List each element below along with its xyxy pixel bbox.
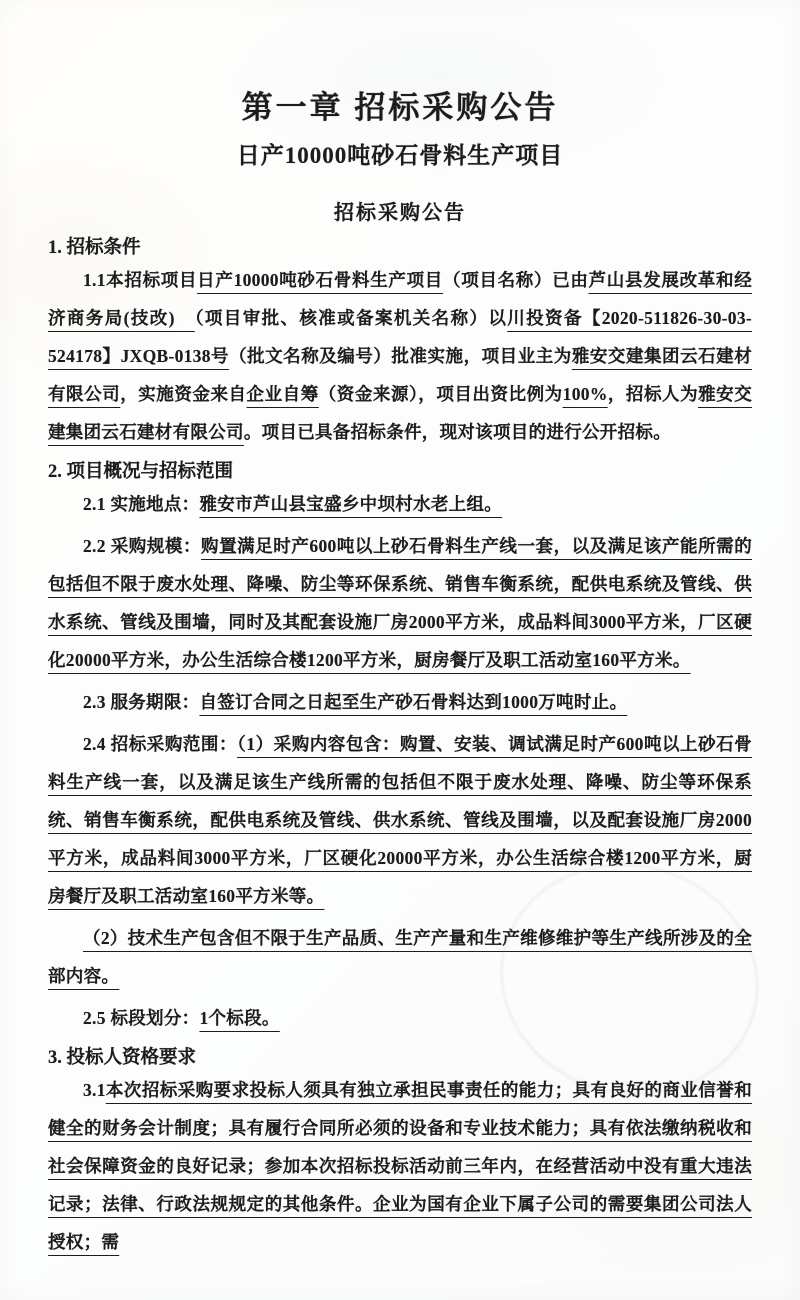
text-segment: 1.1本招标项目 [83, 270, 198, 290]
text-segment: 2.5 标段划分： [83, 1008, 200, 1028]
underlined-text-segment: 自签订合同之日起至生产砂石骨料达到1000万吨时止。 [199, 692, 628, 712]
paragraph-2-1 [48, 485, 752, 523]
underlined-text-segment: 企业自筹 [246, 384, 319, 404]
text-segment: 2.1 实施地点： [83, 494, 200, 514]
underlined-text-segment: 100% [562, 384, 608, 404]
notice-heading: 招标采购公告 [334, 202, 466, 224]
text-segment: ，招标人为 [607, 384, 699, 404]
underlined-text-segment: 本次招标采购要求投标人须具有独立承担民事责任的能力；具有良好的商业信誉和健全的财务会计制度；具有履行合同所必须的设备和专业技术能力；具有依法缴纳税收和社会保障资金的良好记录；参加本次招标投标活动前三年内，在经营活动中没有重大违法记录；法律、行政法规规定的其他条件。企业为国有企业下属子公司的需要集团公司法人授权；需 [48, 1080, 752, 1252]
section-3-heading: 3. 投标人资格要求 [48, 1048, 197, 1068]
text-segment: 2.2 采购规模： [83, 536, 202, 556]
paragraph-1-1 [48, 261, 752, 451]
text-segment: 。项目已具备招标条件，现对该项目的进行公开招标。 [243, 422, 672, 442]
underlined-text-segment: 1个标段。 [199, 1008, 280, 1028]
underlined-text-segment: 雅安交建集团云石建材有限公司 [48, 384, 753, 442]
chapter-title: 第一章 招标采购公告 [241, 90, 559, 125]
underlined-text-segment: 雅安交建集团云石建材有限公司 [48, 346, 752, 404]
text-segment: （项目审批、核准或备案机关名称）以 [194, 308, 508, 328]
paragraph-2-5 [48, 999, 752, 1037]
text-segment: （资金来源），项目出资比例为 [318, 384, 563, 404]
paragraph-2-3 [48, 683, 752, 721]
paragraph-2-4 [48, 725, 752, 915]
underlined-text-segment: 川投资备【2020-511826-30-03-524178】JXQB-0138号 [48, 308, 752, 366]
text-segment: ，实施资金来自 [120, 384, 247, 404]
paragraph-2-2 [48, 527, 752, 679]
section-1-heading: 1. 招标条件 [48, 238, 141, 258]
text-segment: 3.1 [83, 1080, 106, 1100]
text-segment: （项目名称）已由 [443, 270, 589, 290]
underlined-text-segment: 日产10000吨砂石骨料生产项目 [197, 270, 444, 290]
project-title: 日产10000吨砂石骨料生产项目 [236, 143, 564, 168]
paragraph-3-1 [48, 1071, 752, 1261]
paragraph-2-4-item-2 [48, 919, 752, 995]
section-2-heading: 2. 项目概况与招标范围 [48, 462, 234, 482]
underlined-text-segment: （1）采购内容包含：购置、安装、调试满足时产600吨以上砂石骨料生产线一套，以及满足该生产线所需的包括但不限于废水处理、降噪、防尘等环保系统、销售车衡系统，配供电系统及管线、供水系统、管线及围墙，以及配套设施厂房2000平方米，成品料间3000平方米，厂区硬化20000平方米，办公生活综合楼1200平方米，厨房餐厅及职工活动室160平方米等。 [48, 734, 752, 906]
text-segment: （批文名称及编号）批准实施，项目业主为 [229, 346, 572, 366]
underlined-text-segment: （2）技术生产包含但不限于生产品质、生产产量和生产维修维护等生产线所涉及的全部内容。 [48, 928, 752, 986]
underlined-text-segment: 雅安市芦山县宝盛乡中坝村水老上组。 [199, 494, 503, 514]
text-segment: 2.3 服务期限： [83, 692, 200, 712]
text-segment: 2.4 招标采购范围： [83, 734, 238, 754]
underlined-text-segment: 芦山县发展改革和经济商务局(技改) [48, 270, 752, 328]
underlined-text-segment: 购置满足时产600吨以上砂石骨料生产线一套，以及满足该产能所需的包括但不限于废水处理、降噪、防尘等环保系统、销售车衡系统，配供电系统及管线、供水系统、管线及围墙，同时及其配套设施厂房2000平方米，成品料间3000平方米，厂区硬化20000平方米，办公生活综合楼1200平方米，厨房餐厅及职工活动室160平方米。 [48, 536, 752, 670]
